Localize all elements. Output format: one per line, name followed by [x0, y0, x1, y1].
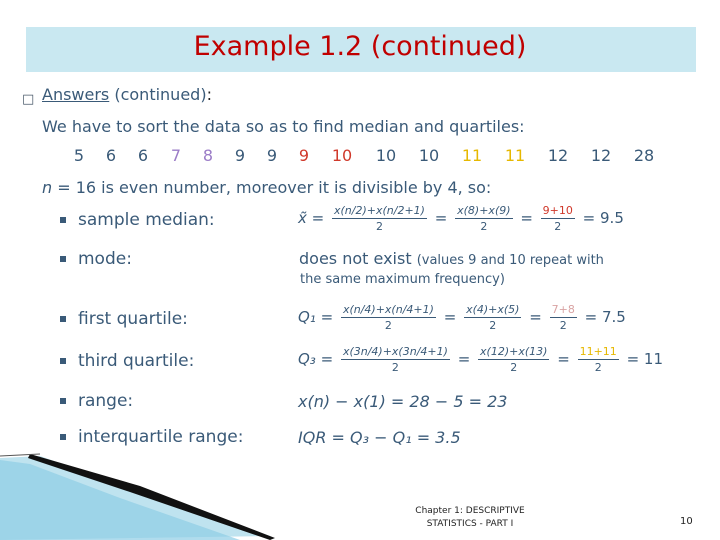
data-value: 7	[170, 146, 182, 165]
median-label: sample median:	[78, 210, 215, 230]
answers-colon: :	[206, 85, 212, 104]
median-formula	[298, 204, 624, 233]
data-value: 28	[633, 146, 655, 165]
frac-denominator: 2	[510, 361, 518, 374]
list-bullet	[60, 316, 66, 322]
equals-sign: =	[529, 308, 542, 326]
footer-line-2: STATISTICS - PART I	[426, 519, 514, 529]
data-value: 6	[105, 146, 117, 165]
data-value: 11	[504, 146, 526, 165]
median-frac-3	[541, 204, 575, 233]
median-frac-1	[332, 204, 427, 233]
mode-note-1: (values 9 and 10 repeat with	[416, 253, 604, 268]
q1-formula	[298, 303, 626, 332]
n-symbol: n	[42, 178, 53, 197]
n-statement	[42, 178, 491, 197]
q1-lhs: Q₁ =	[298, 308, 334, 326]
bullet-box-glyph: □	[22, 92, 35, 107]
data-value: 9	[298, 146, 310, 165]
frac-denominator: 2	[554, 220, 562, 233]
data-value: 6	[137, 146, 149, 165]
range-label: range:	[78, 391, 134, 411]
data-value: 10	[331, 146, 353, 165]
data-value: 12	[590, 146, 612, 165]
intro-text: We have to sort the data so as to find median and quartiles:	[42, 117, 525, 136]
mode-value	[299, 249, 604, 268]
data-value: 5	[73, 146, 85, 165]
q1-frac-3	[550, 303, 577, 332]
frac-numerator: x(8)+x(9)	[457, 204, 511, 217]
frac-numerator: x(12)+x(13)	[480, 345, 548, 358]
frac-denominator: 2	[391, 361, 399, 374]
answers-word: Answers	[42, 85, 110, 104]
mode-label: mode:	[78, 249, 132, 269]
footer-line-1: Chapter 1: DESCRIPTIVE	[415, 506, 525, 516]
mode-text: does not exist	[299, 249, 412, 268]
q3-label: third quartile:	[78, 351, 195, 371]
frac-numerator: 7+8	[551, 303, 575, 316]
corner-decoration	[0, 448, 400, 540]
frac-denominator: 2	[559, 319, 567, 332]
equals-sign: =	[434, 209, 448, 227]
n-rest: = 16 is even number, moreover it is divisible by 4, so:	[52, 178, 492, 197]
equals-sign: =	[520, 209, 533, 227]
footer-chapter	[400, 505, 540, 531]
mode-note-2: the same maximum frequency)	[300, 272, 505, 287]
q3-frac-1	[341, 345, 450, 374]
list-bullet	[60, 256, 66, 262]
data-value: 9	[234, 146, 246, 165]
frac-numerator: 11+11	[579, 345, 617, 358]
equals-sign: =	[443, 308, 457, 326]
q3-lhs: Q₃ =	[298, 350, 334, 368]
frac-denominator: 2	[594, 361, 602, 374]
q1-frac-1	[341, 303, 436, 332]
list-bullet	[60, 358, 66, 364]
data-value: 11	[461, 146, 483, 165]
q1-frac-2	[464, 303, 521, 332]
iqr-formula: IQR = Q₃ − Q₁ = 3.5	[298, 428, 461, 447]
frac-numerator: 9+10	[542, 204, 573, 217]
q1-label: first quartile:	[78, 309, 188, 329]
frac-numerator: x(n/2)+x(n/2+1)	[334, 204, 425, 217]
median-lhs: x̃ =	[298, 209, 325, 227]
q3-formula	[298, 345, 663, 374]
q3-frac-2	[478, 345, 549, 374]
slide-title: Example 1.2 (continued)	[193, 31, 527, 62]
data-value: 12	[547, 146, 569, 165]
equals-sign: =	[457, 350, 471, 368]
frac-numerator: x(4)+x(5)	[466, 303, 520, 316]
frac-denominator: 2	[489, 319, 497, 332]
range-formula: x(n) − x(1) = 28 − 5 = 23	[298, 392, 508, 411]
page-number: 10	[680, 516, 693, 527]
q3-result: = 11	[626, 350, 664, 368]
list-bullet	[60, 217, 66, 223]
list-bullet	[60, 398, 66, 404]
equals-sign: =	[557, 350, 570, 368]
sorted-data-row	[0, 146, 720, 166]
median-frac-2	[455, 204, 512, 233]
answers-rest: (continued)	[109, 85, 207, 104]
data-value: 10	[375, 146, 397, 165]
q3-frac-3	[578, 345, 619, 374]
data-value: 8	[202, 146, 214, 165]
answers-heading	[42, 85, 212, 104]
frac-denominator: 2	[480, 220, 488, 233]
data-value: 9	[266, 146, 278, 165]
frac-numerator: x(n/4)+x(n/4+1)	[342, 303, 434, 316]
frac-denominator: 2	[384, 319, 392, 332]
q1-result: = 7.5	[584, 308, 626, 326]
median-result: = 9.5	[582, 209, 624, 227]
frac-numerator: x(3n/4)+x(3n/4+1)	[342, 345, 448, 358]
list-bullet	[60, 434, 66, 440]
frac-denominator: 2	[375, 220, 383, 233]
iqr-label: interquartile range:	[78, 427, 244, 447]
data-value: 10	[418, 146, 440, 165]
